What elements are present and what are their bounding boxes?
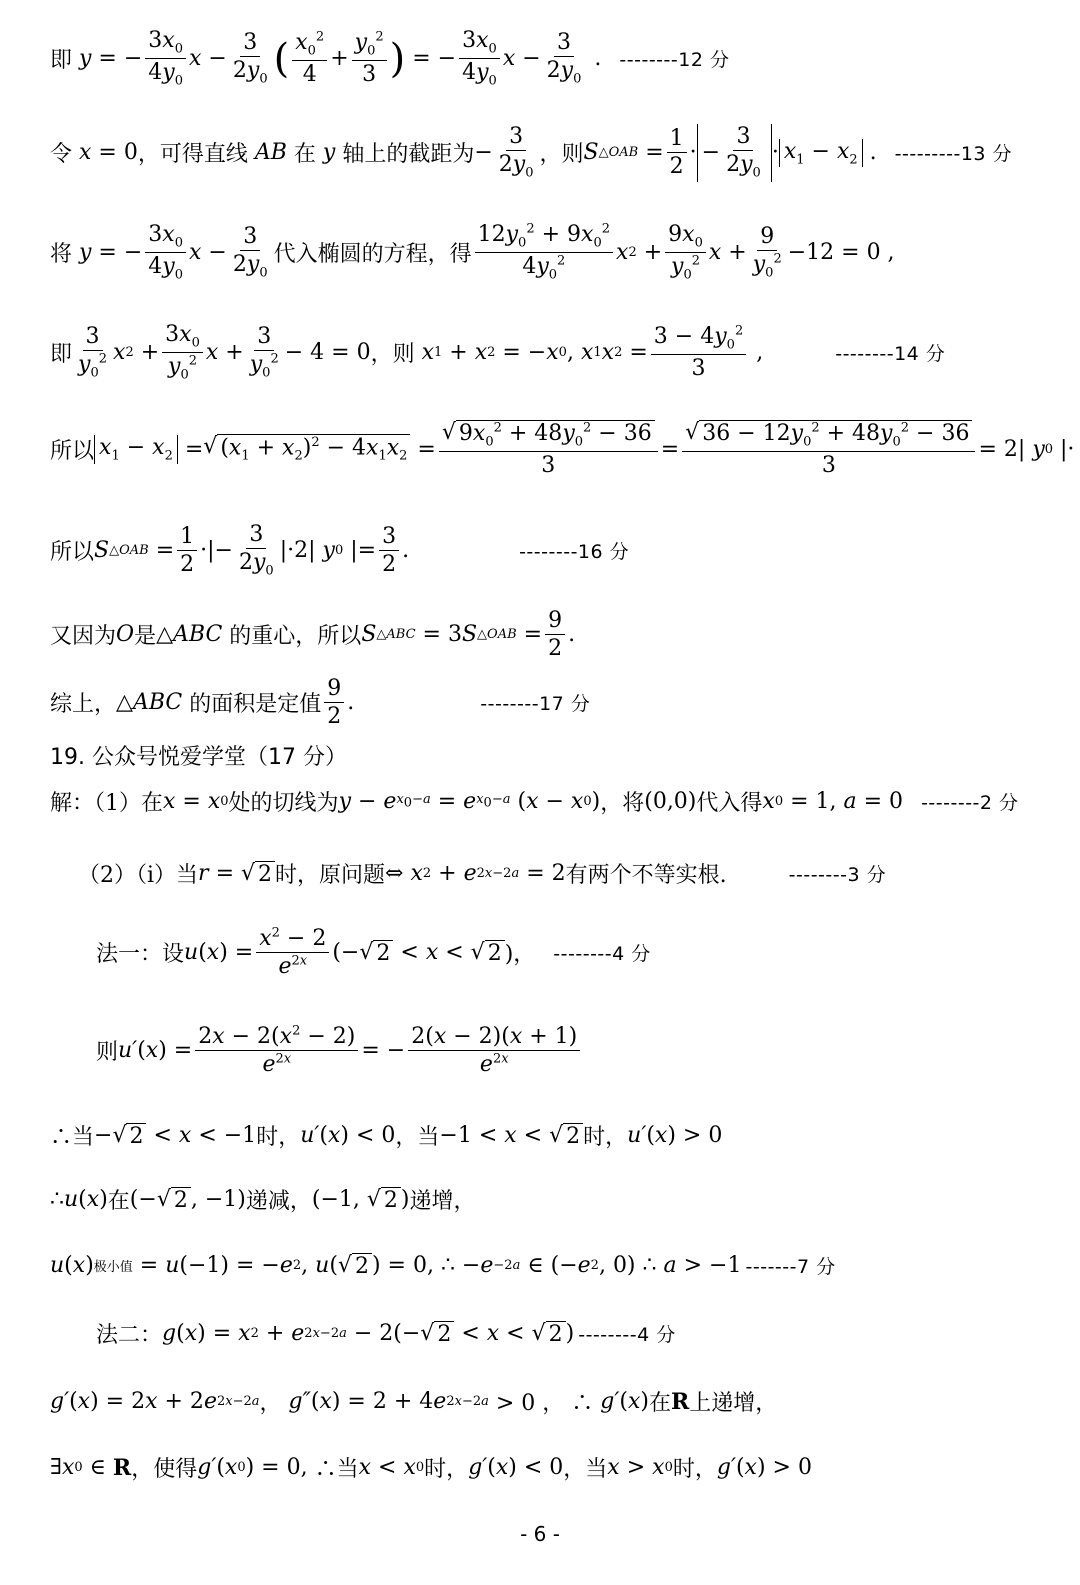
- score-mark: --------2 分: [921, 792, 1019, 814]
- solution-line: u ( x ) 极小值 = u (−1) = − e 2 , u ( √ 2 ) = 0, ∴ − e −2a ∈ (− e 2 , 0) ∴ a > −1 -------7 分: [50, 1252, 836, 1279]
- solution-line: 即 y = − $\frac{3x_0}{4y_0}$ x − $\frac{3}{2y_0}$ ( $\frac{x_0^2}{4}$ + $\frac{y_0^2}{3}$ ) = − $\frac{3x_0}{4y_0}$ x − $\frac{3}{2y_0}$ . --------12 分: [50, 28, 730, 89]
- solution-line: 解：（1）在 x = x 0 处的切线为 y − e $x_0-a$ = e $x_0-a$ ( x − x 0 ) ，将 (0,0) 代入得 x 0 = 1, a = 0 --------2 分: [50, 789, 1019, 816]
- solution-line: 即 $\frac{3}{y_0^2}$ x 2 + $\frac{3x_0}{y_0^2}$ x + $\frac{3}{y_0^2}$ − 4 = 0 ，则 x 1 + x 2 = − x 0 , x 1 x 2 = $\frac{3 - 4y_0^2}{3}$ , --------14 分: [50, 322, 946, 383]
- score-mark: --------17 分: [480, 693, 591, 716]
- solution-line: ∴当 − √ 2 < x < −1 时， u′ ( x ) < 0 ，当 −1 < x < √ 2 时， u′ ( x ) > 0: [50, 1122, 723, 1150]
- page-number: - 6 -: [520, 1522, 560, 1546]
- solution-line: ∴ u ( x ) 在 (− √ 2 , −1) 递减， (−1, √ 2 ) 递增，: [50, 1186, 476, 1214]
- solution-line: 所以 $x_1 - x_2$ = √ $(x_1 + x_2)^2 - 4x_1x_2$ = √ $9x_0^2 + 48y_0^2 - 36$ 3 = √ $36 - 12y_0^2 + 48y_0^2 - 36$ 3 = 2| y 0 |·: [50, 420, 1075, 479]
- solution-line: ∃ x 0 ∈ R ，使得 g′ ( x 0 ) = 0, ∴当 x < x 0 时， g′ ( x ) < 0 ，当 x > x 0 时， g′ ( x ) > 0: [50, 1454, 812, 1482]
- score-mark: --------4 分: [553, 943, 651, 966]
- solution-line: 令 x = 0 ，可得直线 AB 在 y 轴上的截距为 − $\frac{3}{2y_0}$ ，则 S △OAB = $\frac{1}{2}$ · − $\frac{3}{2y_0}$ · $x_1 - x_2$ . ---------13 分: [50, 124, 1013, 181]
- solution-line: g′ ( x ) = 2 x + 2 e 2x−2a ， g″ ( x ) = 2 + 4 e 2x−2a > 0 ， ∴ g′ ( x ) 在 R 上递增，: [50, 1388, 778, 1416]
- solution-line: （2）（i）当 r = √ 2 时，原问题 ⇔ x 2 + e 2x−2a = 2 有两个不等实根. --------3 分: [78, 860, 887, 888]
- solution-line: 则 u′ ( x ) = $\frac{2x - 2(x^2 - 2)}{e^{2x}}$ = − $\frac{2(x - 2)(x + 1)}{e^{2x}}$: [96, 1024, 583, 1078]
- solution-line: 法二： g ( x ) = x 2 + e 2x−2a − 2(− √ 2 < x < √ 2 ) --------4 分: [96, 1320, 676, 1348]
- score-mark: --------3 分: [788, 864, 887, 886]
- solution-line: 将 y = − $\frac{3x_0}{4y_0}$ x − $\frac{3}{2y_0}$ 代入椭圆的方程，得 $\frac{12y_0^2 + 9x_0^2}{4y_0^2}$ x 2 + $\frac{9x_0}{y_0^2}$ x + $\frac{9}{y_0^2}$ −12 = 0 ,: [50, 221, 895, 283]
- score-mark: -------7 分: [745, 1256, 836, 1278]
- score-mark: --------16 分: [519, 541, 630, 564]
- score-mark: --------14 分: [835, 343, 946, 366]
- solution-line: 所以 S △OAB = $\frac{1}{2}$ ·|− $\frac{3}{2y_0}$ |·2| y 0 |= $\frac{3}{2}$ . --------16 分: [50, 522, 630, 579]
- score-mark: --------12 分: [619, 49, 730, 72]
- solution-line: 法一：设 u ( x ) = $\frac{x^2 - 2}{e^{2x}}$ (− √ 2 < x < √ 2 )， --------4 分: [96, 925, 651, 980]
- solution-line: 综上， △ ABC 的面积是定值 $\frac{9}{2}$ . --------17 分: [50, 676, 591, 730]
- score-mark: --------4 分: [578, 1324, 676, 1346]
- solution-line: 又因为 O 是 △ ABC 的重心，所以 S △ABC = 3 S △OAB = $\frac{9}{2}$ .: [50, 608, 576, 662]
- score-mark: ---------13 分: [894, 143, 1013, 166]
- question-header: 19. 公众号悦爱学堂（17 分）: [50, 745, 347, 770]
